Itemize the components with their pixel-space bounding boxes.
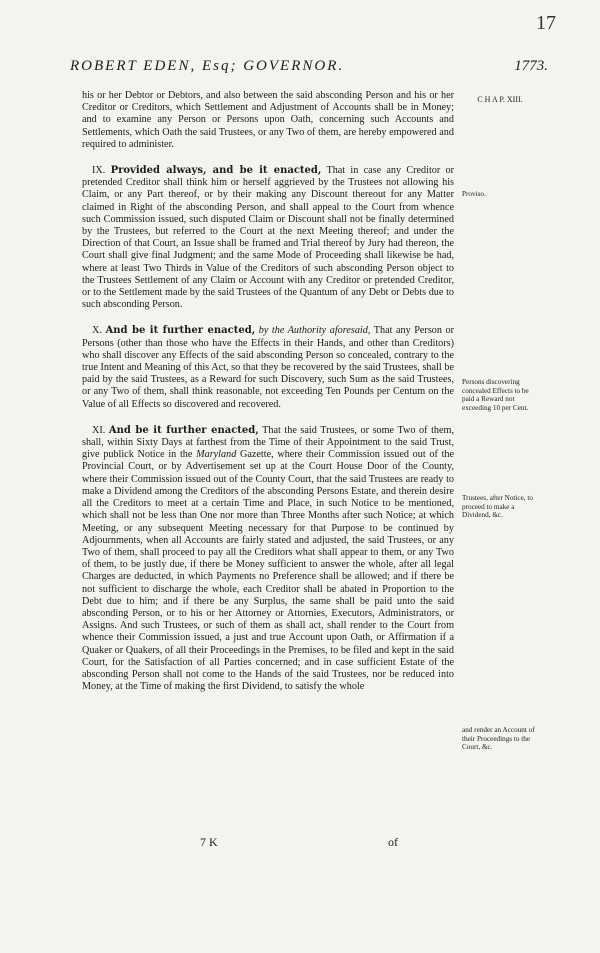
header-title: ROBERT EDEN, Esq; GOVERNOR. [70,58,345,74]
section-10 [82,325,454,410]
running-header [58,56,548,80]
chapter-note: C H A P. XIII. [477,95,523,104]
margin-note-reward: Persons discovering concealed Effects to be paid a Reward not exceeding 10 per Cent. [462,378,529,412]
main-text [82,90,454,693]
catchword: of [388,835,398,849]
section-9-lead: Provided always, and be it enacted, [110,165,322,177]
margin-note-account: and render an Account of their Proceedings to the Court, &c. [462,726,535,752]
section-11-text-start: That the said Trustees, or some Two of them, shall, within Sixty Days at farthest from the Time of their Appointment to the said Trust, give publick Notice in the [82,424,454,461]
section-10-number: X. [92,325,102,337]
section-11-italic-word: Maryland [196,449,237,461]
margin-note-dividend: Trustees, after Notice, to proceed to make a Dividend, &c. [462,494,533,520]
section-11-lead: And be it further enacted, [108,424,259,436]
signature-mark: 7 K [200,835,218,849]
section-10-lead: And be it further enacted, [105,325,256,337]
section-11-text: Gazette, where their Commission issued out of the Provincial Court, or by Advertisement set up at the Court House Door of the County, where their Commission issued out of the County Court, that the said Trustees are ready to make a Dividend among the Creditors of the absconding Persons Estate, and therein desire all the Creditors to meet at a certain Time and Place, in such Notice to be mentioned, which shall not be less than One nor more than Three Months after such Notice; at which Meeting, or any subsequent Meeting necessary for that Purpose to be continued by Adjournments, when all Accounts are fairly stated and adjusted, the said Trustees, or any Two of them, shall proceed to pay all the Creditors what shall appear to them, or any Two of them, to be justly due, if there be Money sufficient to answer the whole, after all legal Charges are deducted, in which Payments no Preference shall be allowed; and if there be not sufficient to discharge the whole, each Creditor shall be abated in Proportion to the Debt due to him; and if there be any Surplus, the same shall be paid unto the said absconding Person, or to his or her Attorney or Attornies, Executors, Administrators, or Assigns. And such Trustees, or such of them as shall act, shall render to the Court from whence their Commission issued, a just and true Account upon Oath, or Affirmation if a Quaker or Quakers, of all their Proceedings in the Premises, to be filed and kept in the said Court, for the Satisfaction of all Parties concerned; and in case sufficient Estate of the absconding Person shall not come to the Hands of the said Trustees, nor be reduced into Money, at the Time of making the first Dividend, to satisfy the whole [82,449,455,693]
page-number: 17 [536,12,556,34]
page-footer [0,835,520,851]
margin-note-proviso: Proviso. [462,190,486,198]
header-year: 1773. [514,58,548,74]
section-11 [82,425,454,693]
section-10-lead-italic: by the Authority aforesaid, [258,325,371,337]
section-10-text: That any Person or Persons (other than those who have the Effects in their Hands, and other than Creditors) who shall discover any Effects of the said absconding Person so concealed, contrary to the true Intent and Meaning of this Act, so that they be recovered by the said Trustees, shall be paid by the said Trustees, as a Reward for such Discovery, such Sum as the said Trustees, or any Two of them, shall think reasonable, not exceeding Ten Pounds per Centum on the Value of all Effects so discovered and recovered. [82,325,454,410]
opening-paragraph: his or her Debtor or Debtors, and also between the said absconding Person and his or her Creditor or Creditors, which Settlement and Adjustment of Accounts shall be in Money; and to examine any Person or Persons upon Oath, concerning such Accounts and Settlements, which Oath the said Trustees, or any Two of them, are hereby empowered and required to administer. [82,90,454,150]
section-9-text: That in case any Creditor or pretended Creditor shall think him or herself aggrieved by the Trustees not allowing his Claim, or any Part thereof, or by their making any Discount thereout for any Matter claimed in Right of the absconding Person, and shall appeal to the Court from whence such Commission issued, such disputed Claim or Discount shall not be finally determined by the Trustees, but referred to the Court at the next Meeting thereof; and under the Direction of that Court, an Issue shall be framed and Trial thereof by Jury had thereon, the Court shall give final Judgment; and the same Mode of Proceeding shall likewise be had, where at least Two Thirds in Value of the Creditors of such absconding Person object to the Trustees Settlement of any Claim or Account with any Creditor or pretended Creditor, or to the Settlement made by the said Trustees of the Quantum of any Debt or Debts due to such absconding Person. [82,165,455,311]
section-9 [82,165,454,311]
section-9-number: IX. [92,165,106,177]
section-11-number: XI. [92,424,106,436]
